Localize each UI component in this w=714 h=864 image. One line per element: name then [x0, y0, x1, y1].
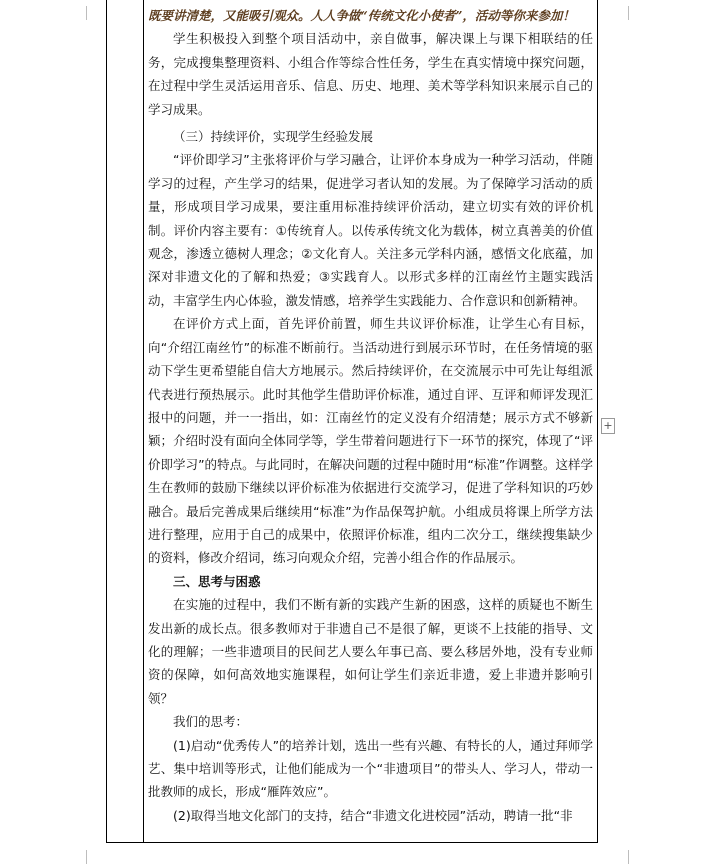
paragraph: (2)取得当地文化部门的支持，结合“非遗文化进校园”活动，聘请一批“非: [173, 807, 573, 823]
table-left-column: [106, 0, 144, 842]
crop-mark-bottom-left: [86, 850, 87, 864]
table-add-handle[interactable]: +: [601, 418, 615, 434]
paragraph: 我们的思考：: [173, 714, 249, 730]
crop-mark-top-left: [86, 6, 87, 20]
section-heading: 三、思考与困惑: [173, 573, 261, 589]
paragraph: 学生积极投入到整个项目活动中，亲自做事，解决课上与课下相联结的任务，完成搜集整理资料、小组合作等综合性任务，学生在真实情境中探究问题，在过程中学生灵活运用音乐、信息、历史、地理、美术等学科知识来展示自己的学习成果。: [148, 31, 593, 117]
crop-mark-top-right: [628, 6, 629, 20]
table-right-border: [597, 0, 598, 842]
paragraph: “评价即学习”主张将评价与学习融合，让评价本身成为一种学习活动，伴随学习的过程，产生学习的结果，促进学习者认知的发展。为了保障学习活动的质量，形成项目学习成果，要注重用标准持续评价活动，建立切实有效的评价机制。评价内容主要有：①传统育人。以传承传统文化为载体，树立真善美的价值观念，渗透立德树人理念；②文化育人。关注多元学科内涵，感悟文化底蕴，加深对非遗文化的了解和热爱；③实践育人。以形式多样的江南丝竹主题实践活动，丰富学生内心体验，激发情感，培养学生实践能力、合作意识和创新精神。: [148, 152, 593, 308]
subheading: （三）持续评价，实现学生经验发展: [173, 129, 374, 145]
crop-mark-bottom-right: [628, 850, 629, 864]
paragraph: (1)启动“优秀传人”的培养计划，选出一些有兴趣、有特长的人，通过拜师学艺、集中培训等形式，让他们能成为一个“非遗项目”的带头人、学习人，带动一批教师的成长，形成“雁阵效应”。: [148, 737, 593, 800]
paragraph: 在评价方式上面，首先评价前置，师生共议评价标准，让学生心有目标，向“介绍江南丝竹”的标准不断前行。当活动进行到展示环节时，在任务情境的驱动下学生更希望能自信大方地展示。然后持续评价，在交流展示中可先让每组派代表进行预热展示。此时其他学生借助评价标准，通过自评、互评和师评发现汇报中的问题，并一一指出，如：江南丝竹的定义没有介绍清楚；展示方式不够新颖；介绍时没有面向全体同学等，学生带着问题进行下一环节的探究，体现了“评价即学习”的特点。与此同时，在解决问题的过程中随时用“标准”作调整。这样学生在教师的鼓励下继续以评价标准为依据进行交流学习，促进了学科知识的巧妙融合。最后完善成果后继续用“标准”为作品保驾护航。小组成员将课上所学方法进行整理，应用于自己的成果中，依照评价标准，组内二次分工，继续搜集缺少的资料，修改介绍词，练习向观众介绍，完善小组合作的作品展示。: [148, 316, 593, 566]
top-line: 既要讲清楚，又能吸引观众。人人争做“传统文化小使者”，活动等你来参加！: [148, 8, 575, 23]
paragraph: 在实施的过程中，我们不断有新的实践产生新的困惑，这样的质疑也不断生发出新的成长点。很多教师对于非遗自己不是很了解，更谈不上技能的指导、文化的理解；一些非遗项目的民间艺人要么年事已高、要么移居外地，没有专业师资的保障，如何高效地实施课程，如何让学生们亲近非遗，爱上非遗并影响引领？: [148, 597, 593, 706]
document-body: [148, 8, 593, 827]
table-bottom-border: [106, 842, 598, 843]
